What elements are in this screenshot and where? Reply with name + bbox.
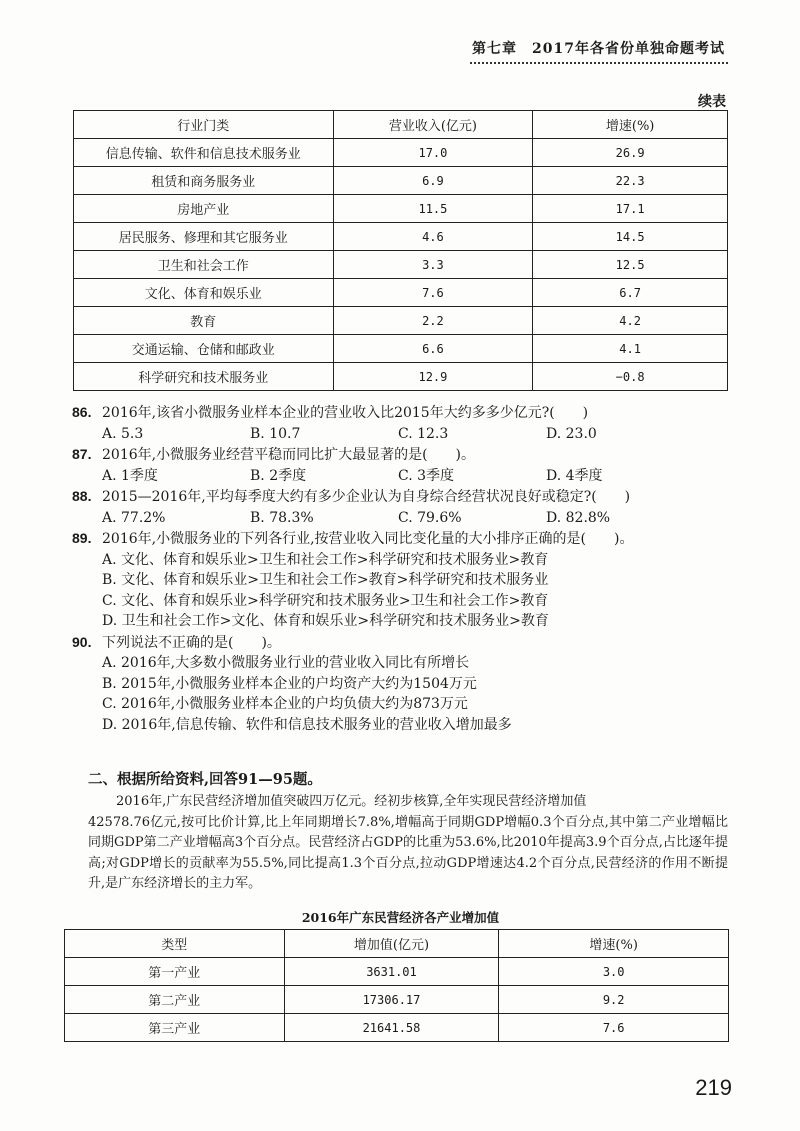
option-c: C. 文化、体育和娱乐业>科学研究和技术服务业>卫生和社会工作>教育 — [102, 592, 549, 609]
table-header-row — [74, 111, 728, 139]
question-90 — [72, 632, 732, 654]
option-row — [72, 424, 732, 445]
table-row — [74, 363, 728, 391]
option-d: D. 4季度 — [546, 467, 603, 484]
section-title: 二、根据所给资料,回答91—95题。 — [88, 771, 322, 788]
option-c: C. 79.6% — [398, 509, 462, 526]
value-cell: 17306.17 — [284, 986, 499, 1014]
value-cell: 3631.01 — [284, 958, 499, 986]
question-number: 88. — [72, 488, 92, 504]
growth-cell: 6.7 — [533, 279, 728, 307]
table-row — [74, 195, 728, 223]
revenue-cell: 11.5 — [333, 195, 533, 223]
industry-cell: 教育 — [74, 307, 334, 335]
option-c: C. 2016年,小微服务业样本企业的户均负债大约为873万元 — [102, 696, 468, 712]
growth-cell: 4.1 — [533, 335, 728, 363]
table-row — [74, 307, 728, 335]
question-87 — [72, 444, 732, 466]
table-title: 2016年广东民营经济各产业增加值 — [301, 910, 500, 925]
table-row — [65, 1014, 729, 1042]
question-86 — [72, 402, 732, 424]
revenue-cell: 4.6 — [333, 223, 533, 251]
growth-cell: 22.3 — [533, 167, 728, 195]
industry-cell: 卫生和社会工作 — [74, 251, 334, 279]
value-cell: 21641.58 — [284, 1014, 499, 1042]
table-row — [74, 139, 728, 167]
revenue-cell: 2.2 — [333, 307, 533, 335]
growth-cell: 26.9 — [533, 139, 728, 167]
growth-cell: 4.2 — [533, 307, 728, 335]
passage-first-line: 2016年,广东民营经济增加值突破四万亿元。经初步核算,全年实现民营经济增加值 — [116, 794, 587, 809]
option-c: C. 12.3 — [398, 425, 449, 442]
growth-cell: 7.6 — [499, 1014, 729, 1042]
type-cell: 第二产业 — [65, 986, 285, 1014]
revenue-cell: 6.6 — [333, 335, 533, 363]
continued-label: 续表 — [698, 94, 726, 110]
header-divider — [470, 62, 728, 64]
option-b: B. 文化、体育和娱乐业>卫生和社会工作>教育>科学研究和技术服务业 — [102, 572, 549, 588]
option-d: D. 82.8% — [546, 509, 611, 526]
reading-passage — [88, 792, 728, 895]
option-a: A. 1季度 — [102, 467, 158, 484]
industry-cell: 科学研究和技术服务业 — [74, 363, 334, 391]
option-d: D. 卫生和社会工作>文化、体育和娱乐业>科学研究和技术服务业>教育 — [102, 613, 549, 629]
table-row — [74, 335, 728, 363]
question-stem: 2016年,该省小微服务业样本企业的营业收入比2015年大约多多少亿元?( ) — [102, 405, 589, 421]
question-number: 87. — [72, 446, 92, 462]
question-list — [72, 402, 732, 735]
growth-cell: 17.1 — [533, 195, 728, 223]
revenue-cell: 12.9 — [333, 363, 533, 391]
passage-body: 42578.76亿元,按可比价计算,比上年同期增长7.8%,增幅高于同期GDP增幅0.3个百分点,其中第二产业增幅比同期GDP第二产业增幅高3个百分点。民营经济占GDP的比重为53.6%,比2010年提高3.9个百分点,占比逐年提高;对GDP增长的贡献率为55.5%,同比提高1.3个百分点,拉动GDP增速达4.2个百分点,民营经济的作用不断提升,是广东经济增长的主力军。 — [88, 814, 728, 891]
column-header-value: 增加值(亿元) — [284, 930, 499, 958]
question-stem: 2016年,小微服务业的下列各行业,按营业收入同比变化量的大小排序正确的是( )。 — [102, 531, 634, 547]
option-c: C. 3季度 — [398, 467, 455, 484]
column-header-revenue: 营业收入(亿元) — [333, 111, 533, 139]
growth-cell: 9.2 — [499, 986, 729, 1014]
option-a: A. 文化、体育和娱乐业>卫生和社会工作>科学研究和技术服务业>教育 — [102, 551, 549, 568]
column-header-industry: 行业门类 — [74, 111, 334, 139]
table-row — [74, 251, 728, 279]
option-a: A. 2016年,大多数小微服务业行业的营业收入同比有所增长 — [102, 655, 470, 671]
option-b: B. 78.3% — [250, 509, 314, 526]
type-cell: 第一产业 — [65, 958, 285, 986]
revenue-cell: 17.0 — [333, 139, 533, 167]
question-number: 89. — [72, 530, 92, 546]
column-header-growth: 增速(%) — [533, 111, 728, 139]
option-b: B. 2015年,小微服务业样本企业的户均资产大约为1504万元 — [102, 675, 477, 692]
question-89 — [72, 528, 732, 550]
industry-cell: 租赁和商务服务业 — [74, 167, 334, 195]
option-b: B. 2季度 — [250, 467, 307, 484]
chapter-header: 第七章 2017年各省份单独命题考试 — [472, 41, 725, 57]
industry-cell: 交通运输、仓储和邮政业 — [74, 335, 334, 363]
option-row — [72, 466, 732, 487]
column-header-type: 类型 — [65, 930, 285, 958]
column-header-growth: 增速(%) — [499, 930, 729, 958]
option-a: A. 77.2% — [102, 509, 166, 526]
option-d: D. 2016年,信息传输、软件和信息技术服务业的营业收入增加最多 — [102, 716, 512, 733]
industry-cell: 房地产业 — [74, 195, 334, 223]
growth-cell: −0.8 — [533, 363, 728, 391]
table-header-row — [65, 930, 729, 958]
growth-cell: 12.5 — [533, 251, 728, 279]
question-stem: 2015—2016年,平均每季度大约有多少企业认为自身综合经营状况良好或稳定?( ) — [102, 489, 631, 505]
growth-cell: 3.0 — [499, 958, 729, 986]
question-88 — [72, 486, 732, 508]
option-a: A. 5.3 — [102, 425, 144, 442]
industry-cell: 居民服务、修理和其它服务业 — [74, 223, 334, 251]
question-stem: 下列说法不正确的是( )。 — [102, 634, 281, 651]
question-number: 90. — [72, 633, 92, 650]
table-row — [65, 958, 729, 986]
revenue-cell: 7.6 — [333, 279, 533, 307]
revenue-cell: 3.3 — [333, 251, 533, 279]
option-row — [72, 508, 732, 529]
industry-value-added-table — [64, 929, 729, 1042]
growth-cell: 14.5 — [533, 223, 728, 251]
question-number: 86. — [72, 404, 92, 420]
option-d: D. 23.0 — [546, 425, 597, 442]
type-cell: 第三产业 — [65, 1014, 285, 1042]
industry-cell: 文化、体育和娱乐业 — [74, 279, 334, 307]
question-stem: 2016年,小微服务业经营平稳而同比扩大最显著的是( )。 — [102, 447, 476, 463]
revenue-cell: 6.9 — [333, 167, 533, 195]
table-row — [74, 223, 728, 251]
table-row — [65, 986, 729, 1014]
option-b: B. 10.7 — [250, 425, 301, 442]
table-row — [74, 167, 728, 195]
industry-cell: 信息传输、软件和信息技术服务业 — [74, 139, 334, 167]
table-row — [74, 279, 728, 307]
industry-revenue-table — [73, 110, 728, 391]
page-number: 219 — [695, 1075, 732, 1100]
